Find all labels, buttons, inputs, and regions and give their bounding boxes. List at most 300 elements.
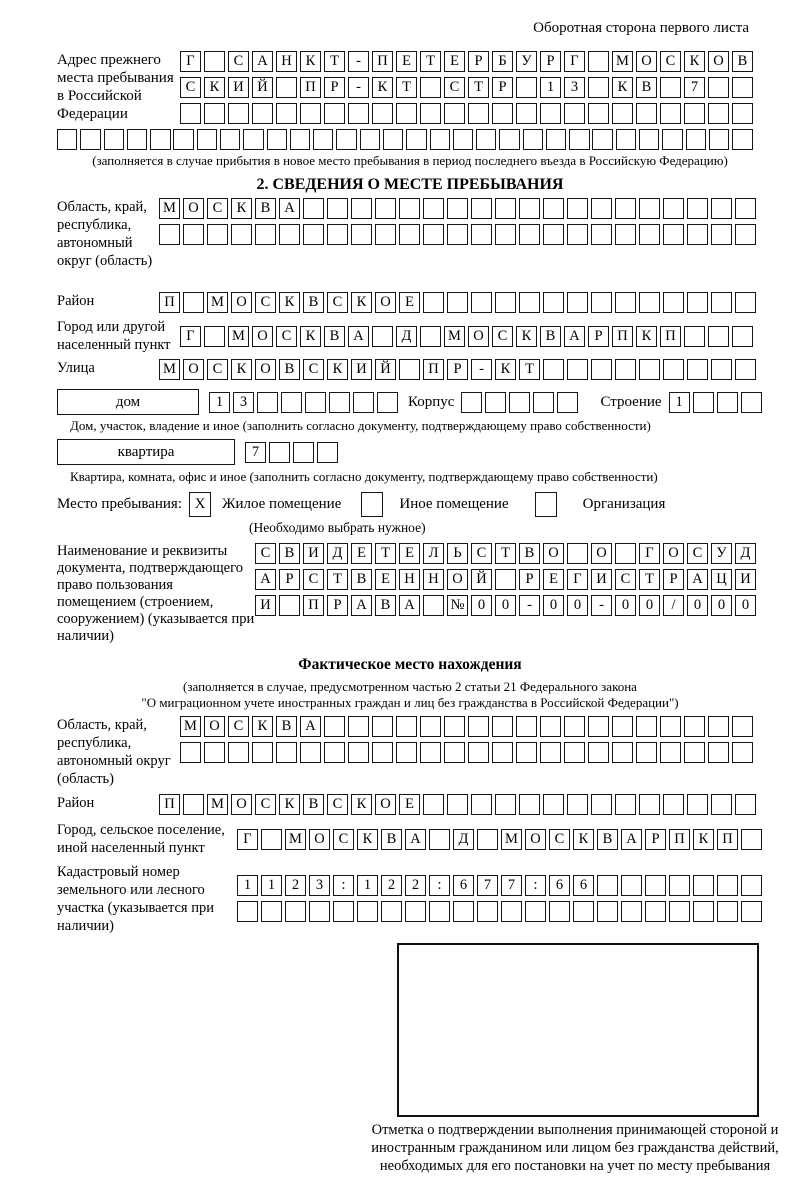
char-cell: О	[636, 51, 657, 72]
char-cell: Е	[444, 51, 465, 72]
char-cell	[717, 875, 738, 896]
char-cell	[327, 198, 348, 219]
region-label: Область, край, республика, автономный округ (область)	[57, 199, 153, 269]
char-cell: В	[255, 198, 276, 219]
char-cell	[741, 392, 762, 413]
char-cell: Д	[453, 829, 474, 850]
char-cell: 7	[501, 875, 522, 896]
char-cell	[348, 103, 369, 124]
char-cell: С	[327, 794, 348, 815]
char-cell: 0	[471, 595, 492, 616]
char-cell	[621, 875, 642, 896]
char-cell	[237, 901, 258, 922]
char-cell	[693, 392, 714, 413]
checkbox-organization	[535, 492, 557, 517]
char-cell	[645, 875, 666, 896]
char-cell: 0	[711, 595, 732, 616]
char-cell	[708, 77, 729, 98]
char-cell: В	[303, 292, 324, 313]
char-cell	[735, 224, 756, 245]
stay-place-row	[57, 492, 763, 517]
char-cell	[204, 326, 225, 347]
char-cell: С	[255, 543, 276, 564]
char-cell	[336, 129, 356, 150]
char-cell: -	[519, 595, 540, 616]
char-cell	[660, 742, 681, 763]
char-cell: 0	[639, 595, 660, 616]
char-cell	[663, 794, 684, 815]
char-cell: И	[351, 359, 372, 380]
char-cell	[711, 794, 732, 815]
char-cell	[616, 129, 636, 150]
char-cell: С	[255, 794, 276, 815]
char-cell	[405, 901, 426, 922]
char-cell	[732, 129, 752, 150]
char-cell: К	[495, 359, 516, 380]
char-cell: Е	[396, 51, 417, 72]
char-cell	[591, 292, 612, 313]
char-cell	[495, 292, 516, 313]
char-cell	[588, 103, 609, 124]
char-cell	[252, 103, 273, 124]
char-cell: 0	[687, 595, 708, 616]
char-cell	[375, 224, 396, 245]
char-cell	[567, 224, 588, 245]
char-cell: В	[324, 326, 345, 347]
char-cell: С	[255, 292, 276, 313]
char-cell: Н	[423, 569, 444, 590]
char-cell	[663, 292, 684, 313]
char-cell: С	[687, 543, 708, 564]
city-row	[180, 326, 753, 347]
char-cell: С	[333, 829, 354, 850]
actual-city-row	[237, 829, 762, 850]
char-cell: П	[159, 292, 180, 313]
char-cell	[423, 292, 444, 313]
char-cell	[324, 742, 345, 763]
char-cell	[741, 901, 762, 922]
region-row-2	[159, 224, 756, 245]
char-cell: Ц	[711, 569, 732, 590]
char-cell	[717, 392, 738, 413]
char-cell	[357, 901, 378, 922]
char-cell: Р	[645, 829, 666, 850]
char-cell: К	[231, 359, 252, 380]
char-cell: В	[732, 51, 753, 72]
char-cell	[360, 129, 380, 150]
char-cell	[687, 224, 708, 245]
char-cell: :	[429, 875, 450, 896]
char-cell	[471, 224, 492, 245]
house-number-cells	[209, 392, 398, 413]
char-cell: В	[276, 716, 297, 737]
char-cell: Й	[252, 77, 273, 98]
city-label: Город или другой населенный пункт	[57, 319, 171, 353]
stroenie-label: Строение	[600, 393, 662, 410]
char-cell: №	[447, 595, 468, 616]
char-cell	[597, 901, 618, 922]
char-cell: К	[279, 794, 300, 815]
char-cell	[588, 77, 609, 98]
document-label: Наименование и реквизиты документа, подтверждающего право пользования помещением (строением, сооружением) (указывается при наличии)	[57, 543, 255, 644]
char-cell	[471, 198, 492, 219]
char-cell	[569, 129, 589, 150]
char-cell	[327, 224, 348, 245]
char-cell	[591, 359, 612, 380]
char-cell	[477, 829, 498, 850]
char-cell	[180, 103, 201, 124]
char-cell: 7	[684, 77, 705, 98]
char-cell	[546, 129, 566, 150]
char-cell: К	[300, 51, 321, 72]
char-cell	[183, 224, 204, 245]
char-cell	[255, 224, 276, 245]
char-cell: 2	[405, 875, 426, 896]
char-cell	[591, 198, 612, 219]
char-cell	[477, 901, 498, 922]
char-cell: 6	[453, 875, 474, 896]
char-cell	[471, 292, 492, 313]
char-cell: О	[231, 292, 252, 313]
char-cell: М	[180, 716, 201, 737]
char-cell: С	[207, 198, 228, 219]
char-cell	[636, 716, 657, 737]
char-cell: С	[276, 326, 297, 347]
char-cell: У	[711, 543, 732, 564]
char-cell: С	[303, 569, 324, 590]
korpus-cells	[461, 392, 578, 413]
char-cell	[204, 51, 225, 72]
char-cell	[324, 103, 345, 124]
char-cell	[420, 742, 441, 763]
char-cell	[567, 794, 588, 815]
char-cell	[279, 595, 300, 616]
char-cell: А	[255, 569, 276, 590]
char-cell	[588, 51, 609, 72]
char-cell	[735, 794, 756, 815]
char-cell	[173, 129, 193, 150]
cadastral-row-2	[237, 901, 762, 922]
char-cell: И	[228, 77, 249, 98]
char-cell	[231, 224, 252, 245]
char-cell	[375, 198, 396, 219]
char-cell: О	[231, 794, 252, 815]
char-cell: 0	[735, 595, 756, 616]
char-cell	[615, 359, 636, 380]
char-cell	[243, 129, 263, 150]
char-cell: Е	[399, 794, 420, 815]
char-cell	[516, 103, 537, 124]
char-cell	[183, 794, 204, 815]
char-cell	[396, 742, 417, 763]
char-cell	[377, 392, 398, 413]
char-cell	[549, 901, 570, 922]
char-cell	[591, 224, 612, 245]
char-cell	[492, 716, 513, 737]
char-cell	[567, 543, 588, 564]
confirmation-stamp-box	[397, 943, 759, 1117]
char-cell: Р	[324, 77, 345, 98]
char-cell: С	[327, 292, 348, 313]
char-cell	[447, 198, 468, 219]
char-cell: 6	[573, 875, 594, 896]
char-cell: А	[621, 829, 642, 850]
char-cell	[468, 716, 489, 737]
char-cell	[543, 198, 564, 219]
char-cell: В	[375, 595, 396, 616]
char-cell	[104, 129, 124, 150]
char-cell	[396, 103, 417, 124]
char-cell: К	[351, 794, 372, 815]
char-cell	[693, 901, 714, 922]
char-cell	[276, 103, 297, 124]
char-cell: К	[279, 292, 300, 313]
char-cell	[591, 794, 612, 815]
char-cell: 1	[540, 77, 561, 98]
char-cell	[516, 716, 537, 737]
cadastral-field	[57, 863, 763, 935]
char-cell	[372, 103, 393, 124]
char-cell: А	[300, 716, 321, 737]
char-cell	[429, 829, 450, 850]
char-cell: Й	[375, 359, 396, 380]
char-cell	[207, 224, 228, 245]
char-cell: 2	[285, 875, 306, 896]
char-cell	[300, 103, 321, 124]
char-cell: Л	[423, 543, 444, 564]
house-row	[57, 389, 763, 415]
char-cell	[228, 103, 249, 124]
char-cell: Е	[543, 569, 564, 590]
char-cell	[447, 224, 468, 245]
char-cell: Г	[180, 326, 201, 347]
char-cell	[663, 198, 684, 219]
char-cell: М	[612, 51, 633, 72]
stay-note: (Необходимо выбрать нужное)	[249, 520, 426, 535]
char-cell	[615, 292, 636, 313]
prev-address-row-1	[180, 51, 753, 72]
char-cell	[588, 716, 609, 737]
char-cell: Е	[351, 543, 372, 564]
char-cell	[519, 224, 540, 245]
char-cell	[444, 716, 465, 737]
char-cell	[399, 198, 420, 219]
char-cell: О	[375, 292, 396, 313]
char-cell	[636, 103, 657, 124]
char-cell	[204, 103, 225, 124]
char-cell	[687, 198, 708, 219]
char-cell: К	[357, 829, 378, 850]
char-cell	[420, 77, 441, 98]
district-row	[159, 292, 756, 313]
char-cell: -	[348, 51, 369, 72]
char-cell: А	[279, 198, 300, 219]
char-cell: Т	[324, 51, 345, 72]
char-cell	[597, 875, 618, 896]
house-note: Дом, участок, владение и иное (заполнить согласно документу, подтверждающему право собственности)	[70, 418, 651, 433]
char-cell: -	[591, 595, 612, 616]
char-cell: И	[303, 543, 324, 564]
region-field	[57, 198, 763, 270]
actual-region-field	[57, 716, 763, 788]
char-cell	[495, 794, 516, 815]
char-cell: У	[516, 51, 537, 72]
char-cell: П	[612, 326, 633, 347]
char-cell: 3	[233, 392, 254, 413]
char-cell: С	[180, 77, 201, 98]
char-cell: М	[501, 829, 522, 850]
char-cell	[399, 224, 420, 245]
char-cell	[684, 103, 705, 124]
char-cell	[309, 901, 330, 922]
char-cell	[573, 901, 594, 922]
char-cell	[461, 392, 482, 413]
char-cell: Й	[471, 569, 492, 590]
char-cell	[252, 742, 273, 763]
char-cell	[285, 901, 306, 922]
char-cell	[717, 901, 738, 922]
char-cell: А	[687, 569, 708, 590]
char-cell: В	[351, 569, 372, 590]
char-cell	[495, 224, 516, 245]
char-cell	[468, 742, 489, 763]
prev-address-cell-rows	[180, 51, 753, 124]
char-cell: В	[636, 77, 657, 98]
char-cell	[662, 129, 682, 150]
prev-address-row-4	[57, 129, 763, 150]
actual-region-row-2	[180, 742, 753, 763]
char-cell: М	[159, 359, 180, 380]
korpus-label: Корпус	[408, 393, 455, 410]
char-cell	[348, 716, 369, 737]
option-other-premises-label: Иное помещение	[399, 496, 509, 512]
char-cell: Р	[492, 77, 513, 98]
char-cell: О	[255, 359, 276, 380]
char-cell: К	[204, 77, 225, 98]
char-cell: Д	[735, 543, 756, 564]
district-label: Район	[57, 293, 95, 309]
char-cell: Т	[468, 77, 489, 98]
char-cell	[612, 742, 633, 763]
char-cell: О	[708, 51, 729, 72]
char-cell	[735, 359, 756, 380]
actual-city-field	[57, 821, 763, 857]
char-cell: О	[543, 543, 564, 564]
region-row-1	[159, 198, 756, 219]
char-cell	[279, 224, 300, 245]
district-field	[57, 292, 763, 313]
char-cell: Г	[564, 51, 585, 72]
char-cell: -	[471, 359, 492, 380]
document-field	[57, 543, 763, 645]
char-cell	[686, 129, 706, 150]
char-cell	[420, 716, 441, 737]
char-cell	[615, 224, 636, 245]
char-cell	[567, 359, 588, 380]
char-cell	[372, 742, 393, 763]
char-cell	[639, 359, 660, 380]
char-cell	[732, 326, 753, 347]
char-cell: Р	[540, 51, 561, 72]
char-cell: К	[684, 51, 705, 72]
char-cell	[567, 198, 588, 219]
char-cell: О	[204, 716, 225, 737]
char-cell: П	[159, 794, 180, 815]
char-cell	[495, 198, 516, 219]
char-cell	[708, 326, 729, 347]
char-cell	[660, 77, 681, 98]
char-cell	[204, 742, 225, 763]
char-cell	[732, 716, 753, 737]
char-cell	[447, 794, 468, 815]
char-cell	[615, 198, 636, 219]
char-cell	[564, 103, 585, 124]
checkbox-other-premises	[361, 492, 383, 517]
char-cell: Н	[399, 569, 420, 590]
checkbox-residential: X	[189, 492, 211, 517]
prev-address-row-3	[180, 103, 753, 124]
char-cell	[317, 442, 338, 463]
char-cell: О	[591, 543, 612, 564]
char-cell	[684, 716, 705, 737]
char-cell	[519, 794, 540, 815]
char-cell	[150, 129, 170, 150]
char-cell	[351, 198, 372, 219]
char-cell	[543, 359, 564, 380]
char-cell: П	[303, 595, 324, 616]
char-cell	[592, 129, 612, 150]
char-cell: К	[516, 326, 537, 347]
char-cell	[276, 742, 297, 763]
char-cell	[741, 875, 762, 896]
cadastral-row-1	[237, 875, 762, 896]
actual-district-field	[57, 794, 763, 815]
street-field	[57, 359, 763, 380]
char-cell: В	[279, 359, 300, 380]
char-cell: А	[348, 326, 369, 347]
char-cell	[453, 129, 473, 150]
char-cell	[420, 103, 441, 124]
char-cell: В	[303, 794, 324, 815]
char-cell	[732, 77, 753, 98]
document-row-1	[255, 543, 756, 564]
char-cell: Т	[327, 569, 348, 590]
char-cell	[276, 77, 297, 98]
char-cell	[303, 198, 324, 219]
char-cell	[261, 829, 282, 850]
char-cell	[709, 129, 729, 150]
char-cell: 0	[543, 595, 564, 616]
char-cell	[261, 901, 282, 922]
actual-city-label: Город, сельское поселение, иной населенный пункт	[57, 822, 225, 856]
char-cell	[509, 392, 530, 413]
char-cell	[471, 794, 492, 815]
char-cell	[639, 198, 660, 219]
char-cell: К	[231, 198, 252, 219]
char-cell	[639, 794, 660, 815]
char-cell	[533, 392, 554, 413]
char-cell	[557, 392, 578, 413]
char-cell	[57, 129, 77, 150]
char-cell	[429, 901, 450, 922]
char-cell: В	[540, 326, 561, 347]
char-cell: И	[591, 569, 612, 590]
char-cell	[468, 103, 489, 124]
char-cell: С	[660, 51, 681, 72]
actual-district-label: Район	[57, 795, 95, 811]
char-cell	[197, 129, 217, 150]
char-cell: 1	[669, 392, 690, 413]
